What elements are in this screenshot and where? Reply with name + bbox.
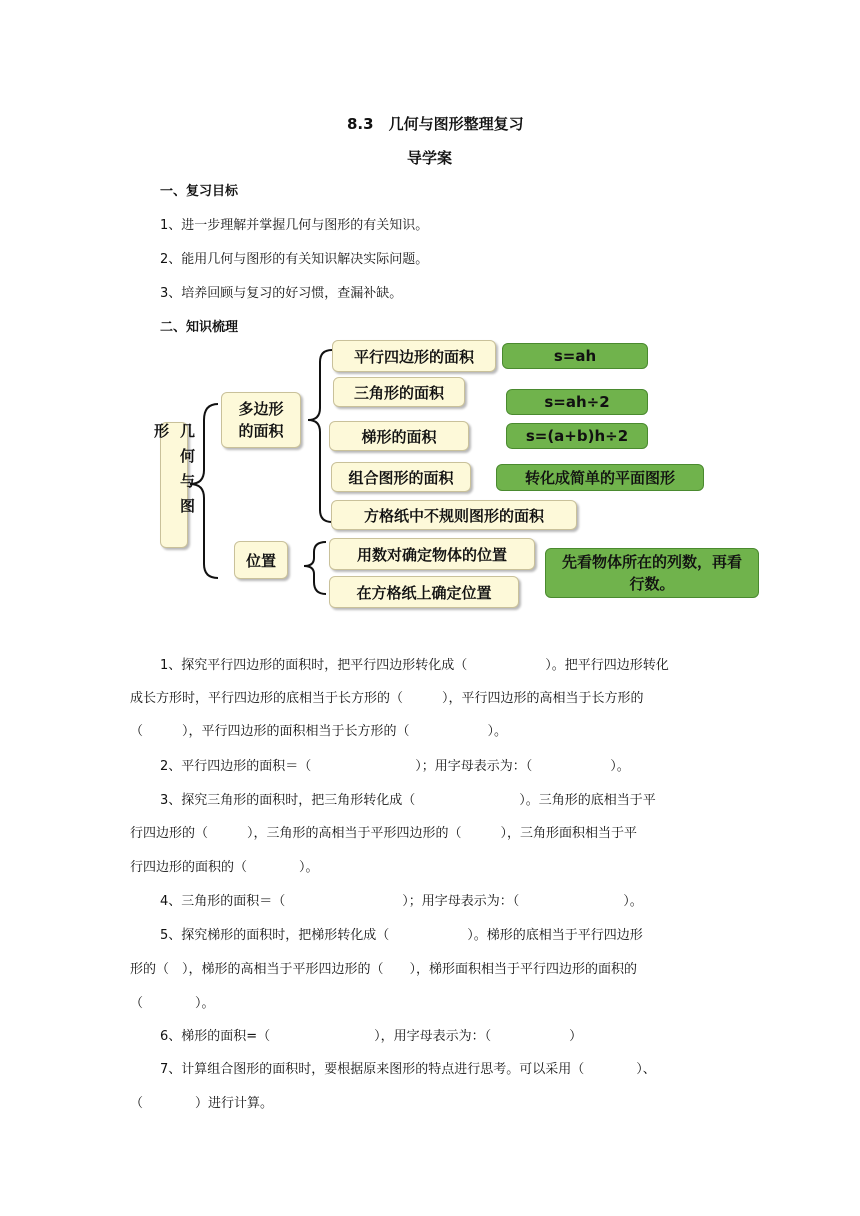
goal-item: 1、进一步理解并掌握几何与图形的有关知识。 <box>160 218 429 233</box>
leaf-label: 梯形的面积 <box>361 427 437 446</box>
mindmap-branch-area <box>221 392 301 448</box>
leaf-composite <box>331 462 471 492</box>
question-line: 形的（ ），梯形的高相当于平形四边形的（ ），梯形面积相当于平行四边形的面积的 <box>130 962 638 977</box>
leaf-parallelogram <box>332 340 496 372</box>
formula-position-tip <box>545 548 759 598</box>
question-line: 2、平行四边形的面积＝（ ）；用字母表示为：（ ）。 <box>160 759 630 774</box>
leaf-triangle <box>333 377 465 407</box>
formula-label: 转化成简单的平面图形 <box>524 469 675 487</box>
mindmap-branch-position <box>234 541 288 579</box>
question-line: （ ）进行计算。 <box>130 1096 274 1111</box>
question-line: 1、探究平行四边形的面积时，把平行四边形转化成（ ）。把平行四边形转化 <box>160 658 669 673</box>
document-subtitle: 导学案 <box>407 149 453 167</box>
formula-triangle <box>506 389 648 415</box>
leaf-label: 三角形的面积 <box>353 383 444 402</box>
question-line: 成长方形时，平行四边形的底相当于长方形的（ ），平行四边形的高相当于长方形的 <box>130 691 644 706</box>
leaf-label: 在方格纸上确定位置 <box>356 583 492 602</box>
leaf-coordinate <box>329 538 535 570</box>
formula-parallelogram <box>502 343 648 369</box>
formula-composite <box>496 464 704 491</box>
leaf-irregular <box>331 500 577 530</box>
mindmap-root-label: 几何与图形 <box>152 423 196 523</box>
leaf-label: 组合图形的面积 <box>348 468 454 487</box>
question-line: 3、探究三角形的面积时，把三角形转化成（ ）。三角形的底相当于平 <box>160 793 656 808</box>
goal-item: 2、能用几何与图形的有关知识解决实际问题。 <box>160 252 429 267</box>
knowledge-heading: 二、知识梳理 <box>160 320 239 335</box>
formula-label: s=ah÷2 <box>544 393 610 411</box>
question-line: 行四边形的（ ），三角形的高相当于平形四边形的（ ），三角形面积相当于平 <box>130 826 638 841</box>
mindmap-branch-position-label: 位置 <box>245 551 276 570</box>
formula-trapezoid <box>506 423 648 449</box>
leaf-grid-position <box>329 576 519 608</box>
formula-label: 先看物体所在的列数，再看行数。 <box>561 553 742 593</box>
formula-label: s=(a+b)h÷2 <box>525 427 629 445</box>
question-line: （ ），平行四边形的面积相当于长方形的（ ）。 <box>130 724 508 739</box>
goal-item: 3、培养回顾与复习的好习惯，查漏补缺。 <box>160 286 403 301</box>
question-line: 4、三角形的面积＝（ ）；用字母表示为：（ ）。 <box>160 894 643 909</box>
question-line: （ ）。 <box>130 996 215 1011</box>
question-line: 7、计算组合图形的面积时，要根据原来图形的特点进行思考。可以采用（ ）、 <box>160 1062 656 1077</box>
document-title: 8.3 几何与图形整理复习 <box>347 115 524 133</box>
leaf-label: 方格纸中不规则图形的面积 <box>363 506 544 525</box>
question-line: 5、探究梯形的面积时，把梯形转化成（ ）。梯形的底相当于平行四边形 <box>160 928 643 943</box>
leaf-trapezoid <box>329 421 469 451</box>
mindmap-root <box>152 422 196 548</box>
leaf-label: 平行四边形的面积 <box>353 347 474 366</box>
leaf-label: 用数对确定物体的位置 <box>356 545 507 564</box>
mindmap-branch-area-label: 多边形的面积 <box>238 400 284 440</box>
formula-label: s=ah <box>553 347 597 365</box>
question-line: 行四边形的面积的（ ）。 <box>130 860 319 875</box>
goals-heading: 一、复习目标 <box>160 184 239 199</box>
question-line: 6、梯形的面积=（ ），用字母表示为：（ ） <box>160 1029 583 1044</box>
position-brace <box>304 542 326 594</box>
